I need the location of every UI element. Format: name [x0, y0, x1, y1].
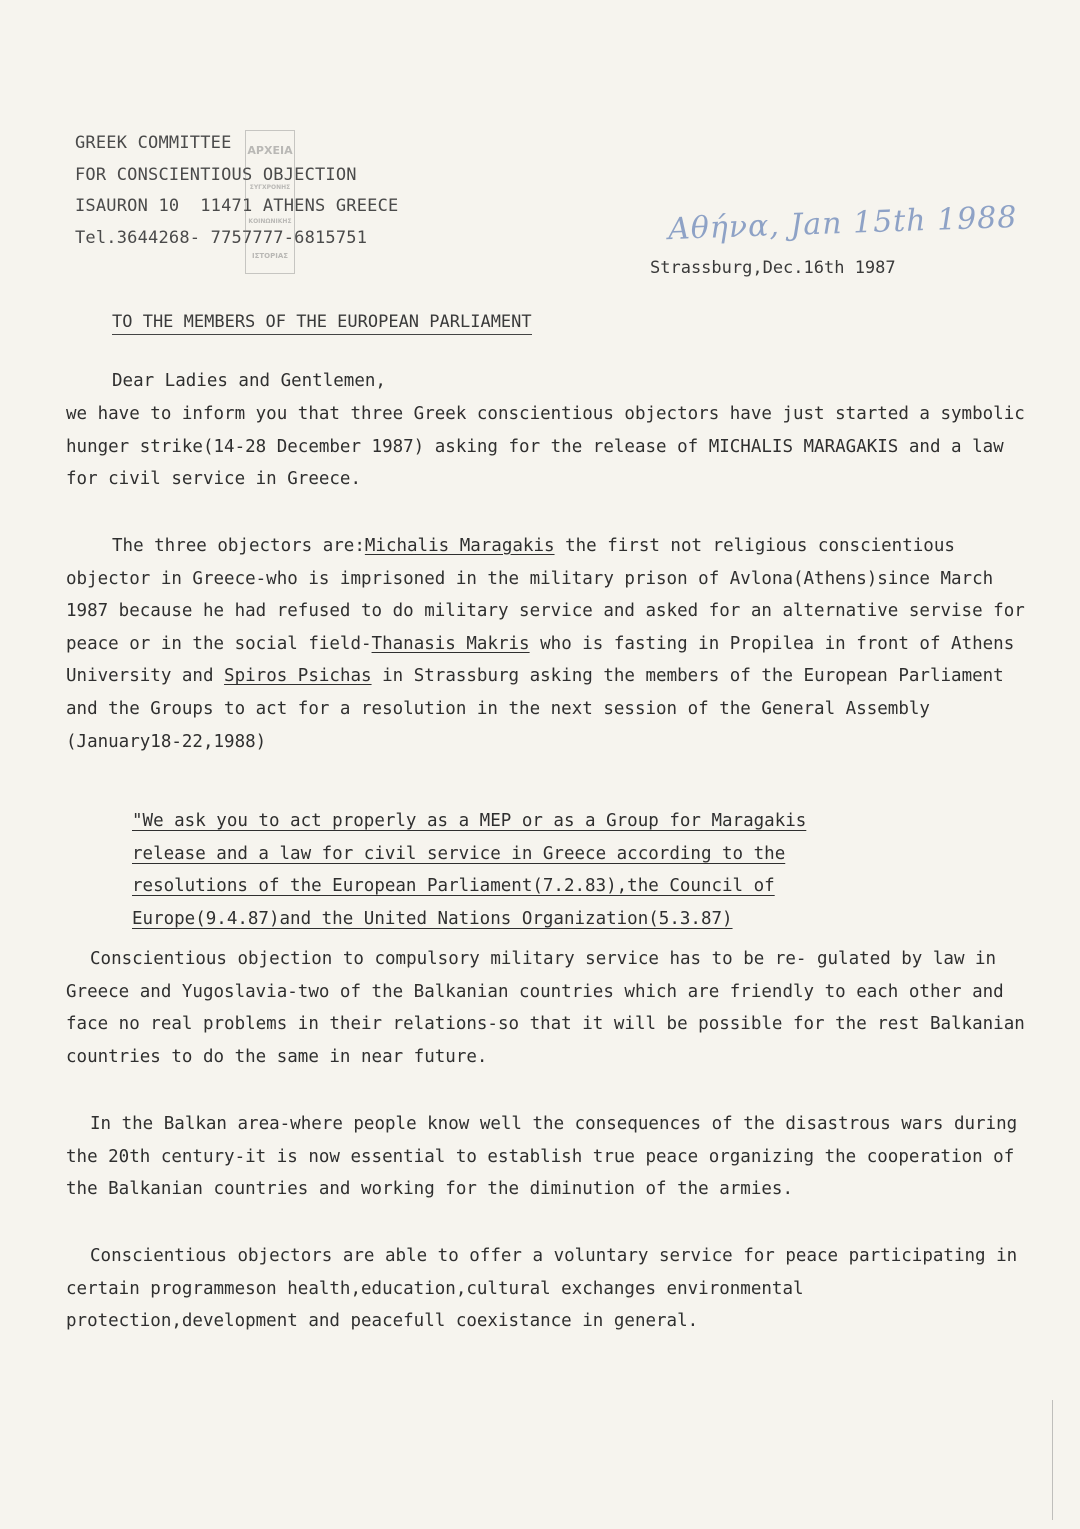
paragraph-text: Conscientious objection to compulsory military service has to be re- gulated by law in Greece and Yugoslavia-two of the Balkanian countries which are friendly to each other and face no real problems in their relations-so that it will be possible for the rest Balkanian countries to do the same in near future. [66, 949, 1025, 1067]
objector-name: Thanasis Makris [371, 633, 530, 654]
quote-line: resolutions of the European Parliament(7.2.83),the Council of [132, 876, 775, 897]
paragraph-text: The three objectors are: [112, 536, 365, 556]
paragraph-text: in Strassburg asking the members of the European Parliament and the Groups to act for a resolution in the next session of the General Assembly (January18-22,1988) [66, 666, 1004, 752]
place-and-date: Strassburg,Dec.16th 1987 [650, 258, 896, 278]
paragraph-text: the first not religious conscientious objector in Greece-who is imprisoned in the military prison of Avlona(Athens)since March 1987 because he had refused to do military service and asked for an alternative servise for peace or in the social field- [66, 536, 1025, 654]
handwritten-date-note: Αθήνα, Jan 15th 1988 [667, 199, 1018, 248]
objector-name: Michalis Maragakis [364, 536, 555, 556]
letterhead-line-telephone: Tel.3644268- 7757777-6815751 [75, 227, 368, 248]
letterhead [75, 128, 398, 254]
letterhead-line-purpose: FOR CONSCIENTIOUS OBJECTION [75, 164, 357, 185]
paragraph-announcement [66, 398, 1031, 496]
paragraph-regulation [66, 943, 1031, 1073]
paragraph-text: we have to inform you that three Greek conscientious objectors have just started a symbolic hunger strike(14-28 December 1987) asking for the release of MICHALIS MARAGAKIS and a law for civil service in Greece. [66, 404, 1025, 490]
quote-line: "We ask you to act properly as a MEP or as a Group for Maragakis [132, 811, 807, 831]
stamp-line: ΣΥΓΧΡΟΝΗΣ [249, 184, 291, 192]
paragraph-text: In the Balkan area-where people know well the consequences of the disastrous wars during the 20th century-it is now essential to establish true peace organizing the cooperation of the Balkanian countries and working for the diminution of the armies. [66, 1114, 1018, 1200]
letterhead-line-address: ISAURON 10 11471 ATHENS GREECE [75, 196, 399, 216]
salutation: Dear Ladies and Gentlemen, [112, 371, 386, 391]
addressee-heading: TO THE MEMBERS OF THE EUROPEAN PARLIAMENT [112, 312, 532, 335]
paper-fold-line [1052, 1400, 1053, 1520]
stamp-line: ΙΣΤΟΡΙΑΣ [251, 251, 289, 260]
quote-line: release and a law for civil service in Greece according to the [132, 843, 786, 864]
archive-stamp [245, 130, 295, 274]
paragraph-text: who is fasting in Propilea in front of Athens University and [66, 633, 1015, 687]
letterhead-line-organization: GREEK COMMITTEE [75, 133, 232, 153]
paragraph-balkan-peace [66, 1108, 1031, 1206]
objector-name: Spiros Psichas [224, 666, 372, 687]
stamp-line: ΚΟΙΝΩΝΙΚΗΣ [248, 217, 292, 225]
appeal-quote [132, 805, 982, 935]
stamp-line: ΑΡΧΕΙΑ [247, 144, 293, 158]
paragraph-voluntary-service [66, 1240, 1031, 1338]
paragraph-text: Conscientious objectors are able to offer a voluntary service for peace participating in certain programmeson health,education,cultural exchanges environmental protection,development and peacefull coexistance in general. [66, 1246, 1018, 1332]
paragraph-objectors [66, 530, 1031, 758]
quote-line: Europe(9.4.87)and the United Nations Organization(5.3.87) [132, 908, 733, 929]
